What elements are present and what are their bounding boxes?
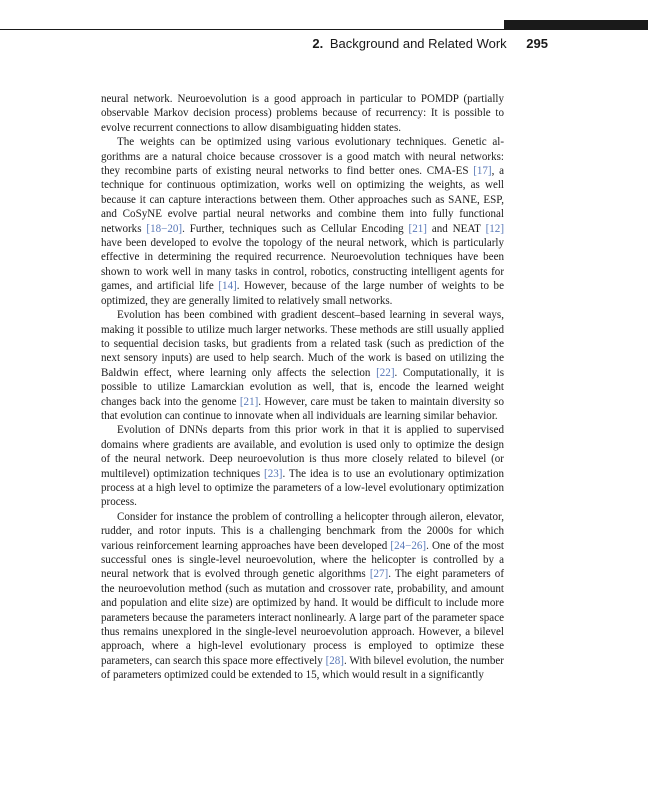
paragraph (101, 92, 504, 135)
paragraph-text: . Computationally, it is possible to utilize Lamarckian evolution as well, that is, encode the learned weight changes back into the genome (101, 366, 504, 408)
citation-link[interactable]: [24−26] (390, 539, 427, 552)
paragraph-text: . With bilevel evolution, the number of parameters optimized could be extended to 15, which would result in a significantly (101, 654, 504, 682)
paragraph (101, 135, 504, 308)
paragraph-text: . Further, techniques such as Cellular Encoding (182, 222, 409, 235)
page-number: 295 (526, 36, 548, 51)
citation-link[interactable]: [23] (264, 467, 283, 480)
paragraph-text: neural network. Neuroevolution is a good approach in particular to POMDP (partially observable Markov decision process) problems because of recurrency: It is possible to evolve recurrent connections to allow disambiguating hidden states. (101, 93, 504, 134)
citation-link[interactable]: [14] (218, 280, 237, 293)
citation-link[interactable]: [21] (239, 395, 259, 408)
paragraph (101, 510, 504, 683)
paragraph-text: , a technique for continuous optimization, works well on optimizing the weights, as well because it can capture interactions between them. Other approaches such as SANE, ESP, and CoSyNE evolve partial neural networks and combine them into fully functional networks (101, 165, 504, 235)
citation-link[interactable]: [17] (473, 165, 492, 178)
section-number: 2. (312, 36, 324, 51)
paragraph-text: Evolution of DNNs departs from this prior work in that it is applied to supervised domains where gradients are available, and evolution is used only to optimize the design of the neural network. Deep neuroevolution is thus more closely related to bilevel (or multilevel) optimization techniques (101, 424, 504, 480)
paragraph-text: . One of the most successful ones is single-level neuroevolution, where the helicopter is controlled by a neural network that is evolved through genetic algorithms (101, 539, 504, 581)
paragraph-text: and NEAT (426, 222, 486, 235)
running-head (312, 36, 548, 51)
paragraph-text: . However, because of the large number of weights to be optimized, they are generally limited to relatively small networks. (101, 280, 504, 307)
section-title: Background and Related Work (329, 36, 507, 51)
paragraph (101, 308, 504, 423)
paragraph-text: . However, care must be taken to maintain diversity so that evolution can continue to innovate when all individuals are learning similar behavior. (101, 395, 504, 422)
citation-link[interactable]: [27] (369, 568, 389, 581)
paragraph-text: have been developed to evolve the topology of the neural network, which is particularly effective in determining the required recurrence. Neuroevolution techniques have been shown to work well in many tasks in control, robotics, constructing intelligent agents for games, and artificial life (101, 237, 504, 293)
citation-link[interactable]: [18−20] (146, 222, 183, 235)
paragraph-text: . The eight parameters of the neuroevolution method (such as mutation and crossover rate, probability, and amount and population and elite size) are optimized by hand. It would be difficult to include more parameters because the parameters interact nonlinearly. A large part of the parameter space thus remains unexplored in the single-level neuroevolution approach. However, a bilevel approach, where a high-level evolutionary process is employed to optimize these parameters, can search this space more effectively (101, 568, 504, 667)
citation-link[interactable]: [28] (325, 654, 344, 667)
paragraph-text: The weights can be optimized using various evolutionary techniques. Genetic algorithms are a natural choice because crossover is a good match with neural networks: they recombine parts of existing neural networks to find better ones. CMA-ES (101, 136, 504, 178)
paragraph-text: Evolution has been combined with gradient descent–based learning in several ways, making it possible to utilize much larger networks. These methods are still usually applied to sequential decision tasks, but gradients from a related task (such as prediction of the next sensory inputs) are used to help search. Much of the work is based on utilizing the Baldwin effect, where learning only affects the selection (101, 309, 504, 379)
body-text (101, 92, 504, 683)
citation-link[interactable]: [21] (408, 222, 427, 235)
paragraph-text: Consider for instance the problem of controlling a helicopter through aileron, elevator, rudder, and rotor inputs. This is a challenging benchmark from the 2000s for which various reinforcement learning approaches have been developed (101, 510, 504, 552)
citation-link[interactable]: [22] (376, 366, 395, 379)
paragraph-text: . The idea is to use an evolutionary optimization process at a high level to optimize the parameters of a low-level evolutionary optimization process. (101, 467, 505, 509)
header-rule (0, 29, 648, 30)
citation-link[interactable]: [12] (485, 222, 504, 235)
paragraph (101, 423, 504, 509)
